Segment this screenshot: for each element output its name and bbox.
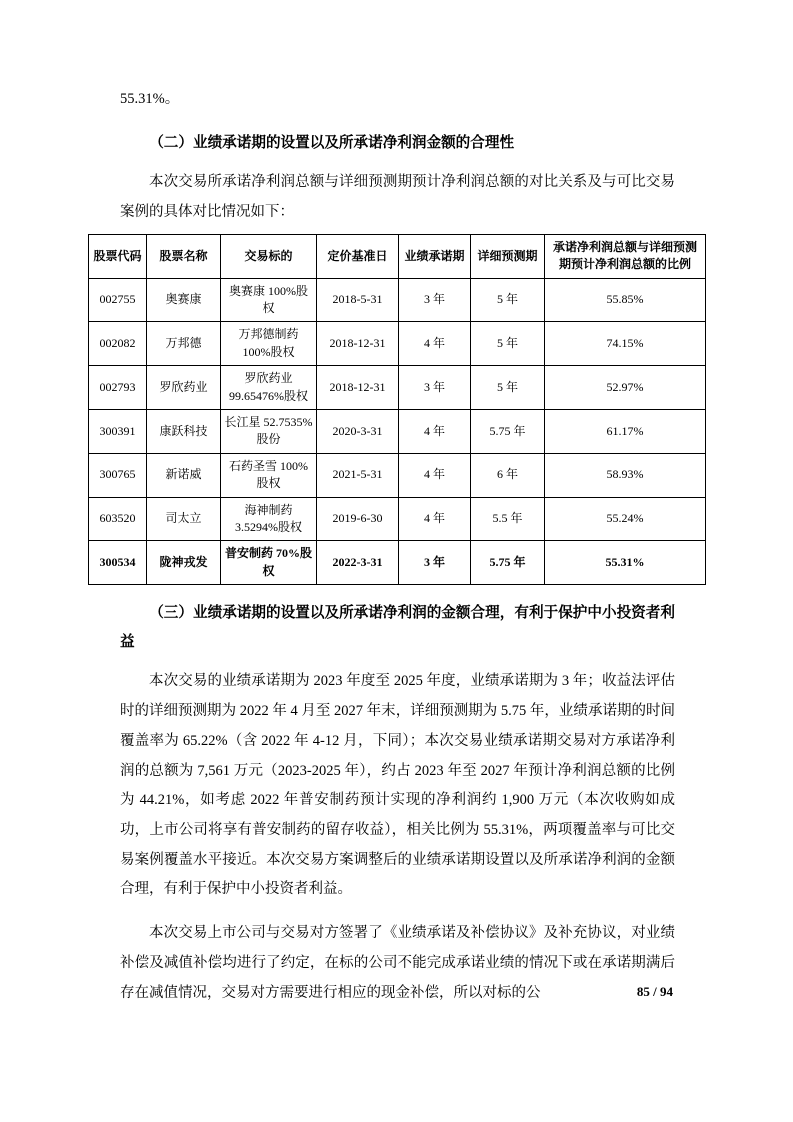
table-row <box>89 541 706 585</box>
table-cell: 奥赛康 <box>147 278 221 322</box>
table-cell: 石药圣雪 100%股权 <box>221 453 317 497</box>
table-cell: 55.85% <box>545 278 706 322</box>
table-cell: 4 年 <box>399 497 471 541</box>
table-row <box>89 278 706 322</box>
table-cell: 2020-3-31 <box>317 409 399 453</box>
table-header-cell: 股票名称 <box>147 234 221 278</box>
section-three-paragraph-one: 本次交易的业绩承诺期为 2023 年度至 2025 年度，业绩承诺期为 3 年；收益法评估时的详细预测期为 2022 年 4 月至 2027 年末，详细预测期为 5.75 年，业绩承诺期的时间覆盖率为 65.22%（含 2022 年 4-12 月，下同）；本次交易业绩承诺期交易对方承诺净利润的总额为 7,561 万元（2023-2025 年），约占 2023 年至 2027 年预计净利润总额的比例为 44.21%，如考虑 2022 年普安制药预计实现的净利润约 1,900 万元（本次收购如成功，上市公司将享有普安制药的留存收益），相关比例为 55.31%，两项覆盖率与可比交易案例覆盖水平接近。本次交易方案调整后的业绩承诺期设置以及所承诺净利润的金额合理，有利于保护中小投资者利益。 <box>120 673 675 898</box>
table-header-cell: 详细预测期 <box>471 234 545 278</box>
table-cell: 74.15% <box>545 322 706 366</box>
section-three-paragraph-two: 本次交易上市公司与交易对方签署了《业绩承诺及补偿协议》及补充协议，对业绩补偿及减值补偿均进行了约定，在标的公司不能完成承诺业绩的情况下或在承诺期满后存在减值情况，交易对方需要进行相应的现金补偿，所以对标的公 <box>120 925 675 1001</box>
table-cell: 2021-5-31 <box>317 453 399 497</box>
table-cell: 陇神戎发 <box>147 541 221 585</box>
table-cell: 海神制药 3.5294%股权 <box>221 497 317 541</box>
table-cell: 6 年 <box>471 453 545 497</box>
table-cell: 3 年 <box>399 541 471 585</box>
table-cell: 5.75 年 <box>471 541 545 585</box>
table-cell: 康跃科技 <box>147 409 221 453</box>
table-cell: 4 年 <box>399 322 471 366</box>
page-number: 85 / 94 <box>636 984 673 999</box>
table-cell: 002082 <box>89 322 147 366</box>
table-header-cell: 承诺净利润总额与详细预测期预计净利润总额的比例 <box>545 234 706 278</box>
table-cell: 4 年 <box>399 409 471 453</box>
table-cell: 58.93% <box>545 453 706 497</box>
table-cell: 新诺威 <box>147 453 221 497</box>
table-cell: 002755 <box>89 278 147 322</box>
table-cell: 300765 <box>89 453 147 497</box>
table-row <box>89 322 706 366</box>
table-header-row <box>89 234 706 278</box>
leading-fragment: 55.31%。 <box>120 91 180 107</box>
table-body <box>89 278 706 584</box>
table-cell: 55.31% <box>545 541 706 585</box>
table-cell: 603520 <box>89 497 147 541</box>
table-cell: 普安制药 70%股权 <box>221 541 317 585</box>
table-header-cell: 交易标的 <box>221 234 317 278</box>
table-cell: 55.24% <box>545 497 706 541</box>
table-cell: 罗欣药业 <box>147 366 221 410</box>
table-cell: 5.5 年 <box>471 497 545 541</box>
table-row <box>89 366 706 410</box>
table-cell: 5.75 年 <box>471 409 545 453</box>
comparable-transactions-table <box>88 234 706 585</box>
section-two-intro-paragraph: 本次交易所承诺净利润总额与详细预测期预计净利润总额的对比关系及与可比交易案例的具体对比情况如下： <box>120 174 675 221</box>
table-cell: 61.17% <box>545 409 706 453</box>
table-cell: 司太立 <box>147 497 221 541</box>
table-cell: 奥赛康 100%股权 <box>221 278 317 322</box>
table-cell: 4 年 <box>399 453 471 497</box>
table-cell: 5 年 <box>471 322 545 366</box>
table-cell: 3 年 <box>399 278 471 322</box>
table-cell: 002793 <box>89 366 147 410</box>
table-cell: 2018-12-31 <box>317 366 399 410</box>
table-row <box>89 453 706 497</box>
table-cell: 长江星 52.7535%股份 <box>221 409 317 453</box>
table-cell: 3 年 <box>399 366 471 410</box>
table-cell: 2018-12-31 <box>317 322 399 366</box>
table-cell: 罗欣药业 99.65476%股权 <box>221 366 317 410</box>
table-header-cell: 股票代码 <box>89 234 147 278</box>
section-two-heading: （二）业绩承诺期的设置以及所承诺净利润金额的合理性 <box>149 135 515 152</box>
table-cell: 300391 <box>89 409 147 453</box>
table-cell: 万邦德 <box>147 322 221 366</box>
table-header <box>89 234 706 278</box>
table-cell: 万邦德制药 100%股权 <box>221 322 317 366</box>
table-cell: 2022-3-31 <box>317 541 399 585</box>
table-header-cell: 定价基准日 <box>317 234 399 278</box>
table-header-cell: 业绩承诺期 <box>399 234 471 278</box>
table-row <box>89 409 706 453</box>
table-cell: 5 年 <box>471 278 545 322</box>
table-cell: 52.97% <box>545 366 706 410</box>
section-three-heading: （三）业绩承诺期的设置以及所承诺净利润的金额合理，有利于保护中小投资者利益 <box>120 605 675 651</box>
table-row <box>89 497 706 541</box>
table-cell: 300534 <box>89 541 147 585</box>
table-cell: 2019-6-30 <box>317 497 399 541</box>
table-cell: 5 年 <box>471 366 545 410</box>
table-cell: 2018-5-31 <box>317 278 399 322</box>
